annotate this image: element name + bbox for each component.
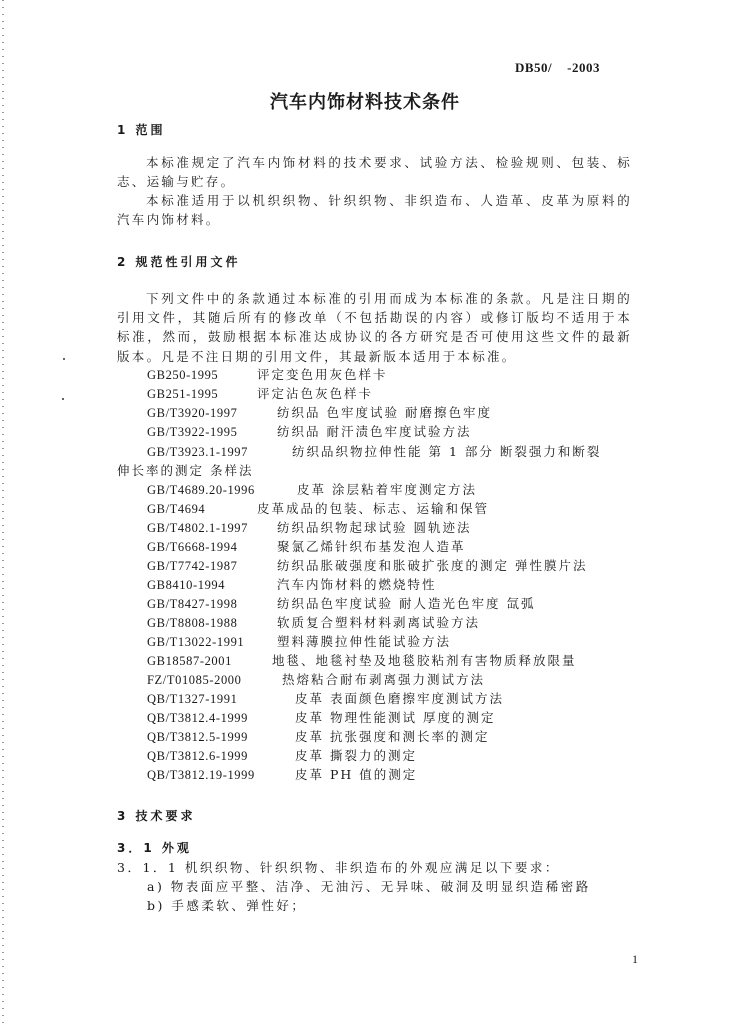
page-number: 1 (632, 952, 638, 966)
reference-item (147, 442, 601, 460)
reference-title: 纺织品胀破强度和胀破扩张度的测定 弹性膜片法 (277, 558, 588, 573)
document-title: 汽车内饰材料技术条件 (270, 92, 460, 113)
reference-item (147, 499, 489, 517)
reference-item (147, 708, 495, 726)
reference-code: GB/T4694 (147, 502, 206, 516)
scan-speck (63, 358, 65, 360)
reference-item (147, 613, 480, 631)
reference-code: GB/T3922-1995 (147, 425, 238, 439)
reference-title: 评定变色用灰色样卡 (257, 367, 388, 382)
reference-item (147, 632, 451, 650)
reference-item (147, 765, 417, 783)
reference-code: QB/T3812.6-1999 (147, 749, 249, 763)
section-2-para: 下列文件中的条款通过本标准的引用而成为本标准的条款。凡是注日期的引用文件，其随后所有的修改单（不包括勘误的内容）或修订版均不适用于本标准，然而，鼓励根据本标准达成协议的各方研究是否可使用这些文件的最新版本。凡是不注日期的引用文件，其最新版本适用于本标准。 (117, 291, 632, 364)
reference-title: 皮革 撕裂力的测定 (295, 748, 417, 763)
reference-item (147, 575, 437, 593)
reference-code: GB8410-1994 (147, 578, 226, 592)
requirement-item-b: b) 手感柔软、弹性好； (147, 898, 307, 913)
reference-title: 评定沾色灰色样卡 (257, 386, 374, 401)
reference-item (147, 556, 587, 574)
section-1-heading: 1 范围 (117, 123, 166, 137)
reference-item (147, 651, 577, 669)
reference-item (147, 422, 471, 440)
reference-title: 皮革成品的包装、标志、运输和保管 (257, 501, 490, 516)
section-2-heading: 2 规范性引用文件 (117, 255, 241, 269)
reference-code: GB/T8808-1988 (147, 616, 238, 630)
document-number: DB50/ -2003 (515, 60, 600, 75)
reference-item (147, 670, 485, 688)
reference-title: 热熔粘合耐布剥离强力测试方法 (282, 672, 486, 687)
reference-title: 聚氯乙烯针织布基发泡人造革 (277, 539, 466, 554)
reference-code: FZ/T01085-2000 (147, 673, 242, 687)
reference-continuation: 伸长率的测定 条样法 (117, 463, 254, 478)
reference-code: QB/T3812.4-1999 (147, 711, 249, 725)
reference-item (147, 537, 466, 555)
reference-item (147, 594, 535, 612)
section-1-para-1: 本标准规定了汽车内饰材料的技术要求、试验方法、检验规则、包装、标志、运输与贮存。 (117, 155, 632, 190)
reference-code: GB18587-2001 (147, 654, 232, 668)
reference-title: 纺织品织物拉伸性能 第 1 部分 断裂强力和断裂 (292, 444, 602, 459)
reference-code: GB/T4802.1-1997 (147, 521, 249, 535)
reference-code: GB/T4689.20-1996 (147, 483, 255, 497)
scan-edge (2, 0, 4, 1024)
reference-code: GB/T8427-1998 (147, 597, 238, 611)
reference-title: 皮革 PH 值的测定 (295, 767, 418, 782)
reference-item (147, 403, 492, 421)
reference-code: GB251-1995 (147, 387, 219, 401)
reference-item (147, 727, 489, 745)
scan-speck (62, 398, 64, 400)
reference-title: 汽车内饰材料的燃烧特性 (277, 577, 437, 592)
reference-item (147, 480, 477, 498)
reference-item (147, 518, 471, 536)
reference-title: 纺织品 耐汗渍色牢度试验方法 (277, 424, 472, 439)
reference-item (147, 384, 373, 402)
section-1-para-2: 本标准适用于以机织织物、针织织物、非织造布、人造革、皮革为原料的汽车内饰材料。 (117, 193, 632, 228)
reference-title: 皮革 抗张强度和测长率的测定 (295, 729, 490, 744)
reference-code: QB/T3812.19-1999 (147, 768, 255, 782)
reference-title: 皮革 表面颜色磨擦牢度测试方法 (295, 691, 504, 706)
reference-code: QB/T1327-1991 (147, 692, 238, 706)
reference-title: 皮革 涂层粘着牢度测定方法 (297, 482, 477, 497)
reference-code: GB/T7742-1987 (147, 559, 238, 573)
reference-code: GB/T6668-1994 (147, 540, 238, 554)
reference-code: GB/T3923.1-1997 (147, 445, 249, 459)
reference-title: 纺织品 色牢度试验 耐磨擦色牢度 (277, 405, 492, 420)
requirement-item-a: a) 物表面应平整、洁净、无油污、无异味、破洞及明显织造稀密路 (147, 879, 591, 894)
section-3-heading: 3 技术要求 (117, 809, 196, 823)
reference-code: GB250-1995 (147, 368, 219, 382)
reference-title: 纺织品织物起球试验 圆轨迹法 (277, 520, 472, 535)
reference-code: GB/T3920-1997 (147, 406, 238, 420)
reference-item (147, 689, 504, 707)
reference-code: GB/T13022-1991 (147, 635, 245, 649)
reference-item (147, 746, 417, 764)
clause-3-1-1: 3．1．1 机织织物、针织织物、非织造布的外观应满足以下要求： (117, 860, 560, 875)
reference-item (147, 365, 388, 383)
reference-title: 纺织品色牢度试验 耐人造光色牢度 氙弧 (277, 596, 536, 611)
reference-title: 皮革 物理性能测试 厚度的测定 (295, 710, 496, 725)
reference-title: 软质复合塑料材料剥离试验方法 (277, 615, 481, 630)
section-3-1-heading: 3．1 外观 (117, 841, 192, 855)
reference-code: QB/T3812.5-1999 (147, 730, 249, 744)
reference-title: 地毯、地毯衬垫及地毯胶粘剂有害物质释放限量 (272, 653, 577, 668)
reference-title: 塑料薄膜拉伸性能试验方法 (277, 634, 452, 649)
